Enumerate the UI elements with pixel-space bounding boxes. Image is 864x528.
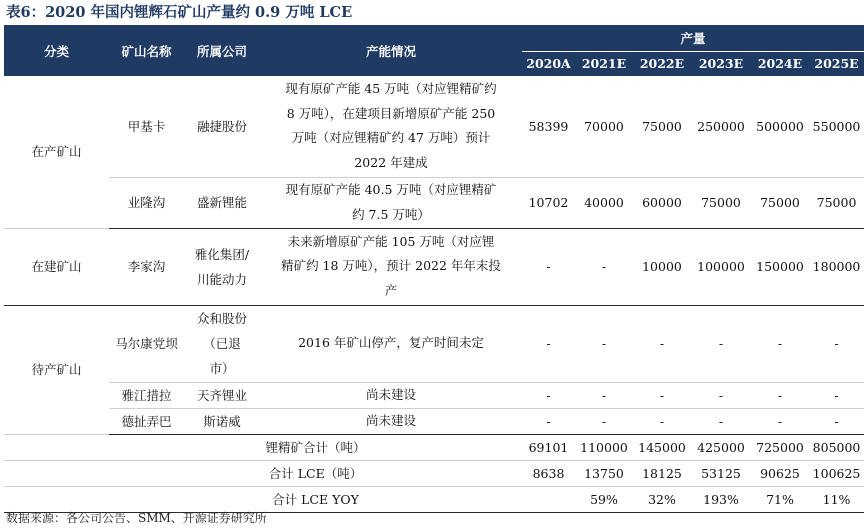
- output-2020: -: [522, 228, 575, 305]
- capacity-description: [260, 228, 522, 305]
- output-2024: 75000: [751, 177, 809, 228]
- output-2025: -: [809, 305, 864, 382]
- mine-name: 业隆沟: [109, 177, 184, 228]
- company-name: 斯诺威: [184, 408, 260, 434]
- output-2020: 10702: [522, 177, 575, 228]
- header-year-2023: 2023E: [691, 51, 751, 76]
- output-2022: 60000: [633, 177, 691, 228]
- total-2023: 425000: [691, 434, 751, 460]
- output-2021: -: [575, 408, 633, 434]
- output-2024: -: [751, 305, 809, 382]
- company-name: 盛新锂能: [184, 177, 260, 228]
- mine-name: 李家沟: [109, 228, 184, 305]
- total-2025: 11%: [809, 486, 864, 512]
- capacity-line: 产: [384, 282, 398, 298]
- output-2023: 75000: [691, 177, 751, 228]
- group-label-building: 在建矿山: [4, 228, 109, 305]
- total-row: [4, 460, 864, 486]
- mine-name: 甲基卡: [109, 76, 184, 177]
- capacity-line: 约 7.5 万吨）: [352, 206, 430, 222]
- output-2024: 500000: [751, 76, 809, 177]
- table-row: [4, 382, 864, 408]
- output-2020: -: [522, 382, 575, 408]
- output-2025: -: [809, 408, 864, 434]
- capacity-line: 未来新增原矿产能 105 万吨（对应锂: [287, 233, 495, 249]
- table-row: [4, 177, 864, 228]
- output-2022: 10000: [633, 228, 691, 305]
- output-2021: 40000: [575, 177, 633, 228]
- output-2025: 180000: [809, 228, 864, 305]
- company-line: （已退: [203, 336, 241, 351]
- capacity-line: 2022 年建成: [354, 154, 428, 170]
- output-2021: -: [575, 382, 633, 408]
- company-name: 融捷股份: [184, 76, 260, 177]
- table-row: [4, 76, 864, 177]
- capacity-description: [260, 177, 522, 228]
- total-2020: 69101: [522, 434, 575, 460]
- header-mine: 矿山名称: [109, 25, 184, 76]
- output-2023: -: [691, 408, 751, 434]
- output-2022: 75000: [633, 76, 691, 177]
- output-2022: -: [633, 382, 691, 408]
- output-2021: 70000: [575, 76, 633, 177]
- output-2025: -: [809, 382, 864, 408]
- table-row: [4, 228, 864, 305]
- output-2021: -: [575, 228, 633, 305]
- company-name: 天齐锂业: [184, 382, 260, 408]
- output-2023: -: [691, 382, 751, 408]
- total-row: [4, 434, 864, 460]
- lithium-mine-output-table: [4, 25, 864, 513]
- capacity-description: 2016 年矿山停产，复产时间未定: [260, 305, 522, 382]
- output-2022: -: [633, 305, 691, 382]
- capacity-description: 尚未建设: [260, 408, 522, 434]
- total-label: 合计 LCE YOY: [109, 486, 522, 512]
- company-name: [184, 305, 260, 382]
- table-row: [4, 305, 864, 382]
- company-name: [184, 228, 260, 305]
- total-2022: 145000: [633, 434, 691, 460]
- total-2020: 8638: [522, 460, 575, 486]
- total-2021: 59%: [575, 486, 633, 512]
- output-2023: 100000: [691, 228, 751, 305]
- header-company: 所属公司: [184, 25, 260, 76]
- group-label-pending: 待产矿山: [4, 305, 109, 434]
- total-2021: 13750: [575, 460, 633, 486]
- total-2023: 193%: [691, 486, 751, 512]
- header-year-2020: 2020A: [522, 51, 575, 76]
- output-2021: -: [575, 305, 633, 382]
- header-year-2022: 2022E: [633, 51, 691, 76]
- capacity-description: 尚未建设: [260, 382, 522, 408]
- output-2024: -: [751, 408, 809, 434]
- total-2022: 18125: [633, 460, 691, 486]
- total-2025: 100625: [809, 460, 864, 486]
- mine-name: 马尔康党坝: [109, 305, 184, 382]
- capacity-line: 现有原矿产能 45 万吨（对应锂精矿约: [285, 81, 497, 97]
- output-2020: 58399: [522, 76, 575, 177]
- company-line: 川能动力: [196, 271, 247, 287]
- company-line: 众和股份: [196, 311, 247, 326]
- mine-name: 雅江措拉: [109, 382, 184, 408]
- header-year-2024: 2024E: [751, 51, 809, 76]
- header-category: 分类: [4, 25, 109, 76]
- capacity-line: 精矿约 18 万吨），预计 2022 年年末投: [281, 258, 501, 274]
- total-2021: 110000: [575, 434, 633, 460]
- total-2024: 71%: [751, 486, 809, 512]
- capacity-line: 现有原矿产能 40.5 万吨（对应锂精矿: [285, 182, 497, 197]
- group-label-producing: 在产矿山: [4, 76, 109, 228]
- total-2023: 53125: [691, 460, 751, 486]
- company-line: 雅化集团/: [194, 246, 250, 262]
- output-2022: -: [633, 408, 691, 434]
- table-row: [4, 408, 864, 434]
- total-label: 锂精矿合计（吨）: [109, 434, 522, 460]
- total-2022: 32%: [633, 486, 691, 512]
- header-output: 产量: [522, 25, 864, 51]
- output-2020: -: [522, 408, 575, 434]
- header-year-2021: 2021E: [575, 51, 633, 76]
- company-line: 市）: [209, 361, 235, 376]
- total-label: 合计 LCE（吨）: [109, 460, 522, 486]
- table-caption: 表6：2020 年国内锂辉石矿山产量约 0.9 万吨 LCE: [6, 4, 353, 21]
- output-2024: -: [751, 382, 809, 408]
- output-2025: 550000: [809, 76, 864, 177]
- header-year-2025: 2025E: [809, 51, 864, 76]
- source-note: 数据来源：各公司公告、SMM、开源证券研究所: [6, 511, 267, 525]
- total-2020: [522, 486, 575, 512]
- capacity-description: [260, 76, 522, 177]
- capacity-line: 万吨（对应锂精矿约 47 万吨）预计: [291, 130, 491, 146]
- output-2024: 150000: [751, 228, 809, 305]
- output-2023: 250000: [691, 76, 751, 177]
- total-2024: 90625: [751, 460, 809, 486]
- output-2025: 75000: [809, 177, 864, 228]
- output-2023: -: [691, 305, 751, 382]
- total-2024: 725000: [751, 434, 809, 460]
- capacity-line: 8 万吨），在建项目新增原矿产能 250: [286, 105, 496, 121]
- header-capacity: 产能情况: [260, 25, 522, 76]
- mine-name: 德扯弄巴: [109, 408, 184, 434]
- output-2020: -: [522, 305, 575, 382]
- total-2025: 805000: [809, 434, 864, 460]
